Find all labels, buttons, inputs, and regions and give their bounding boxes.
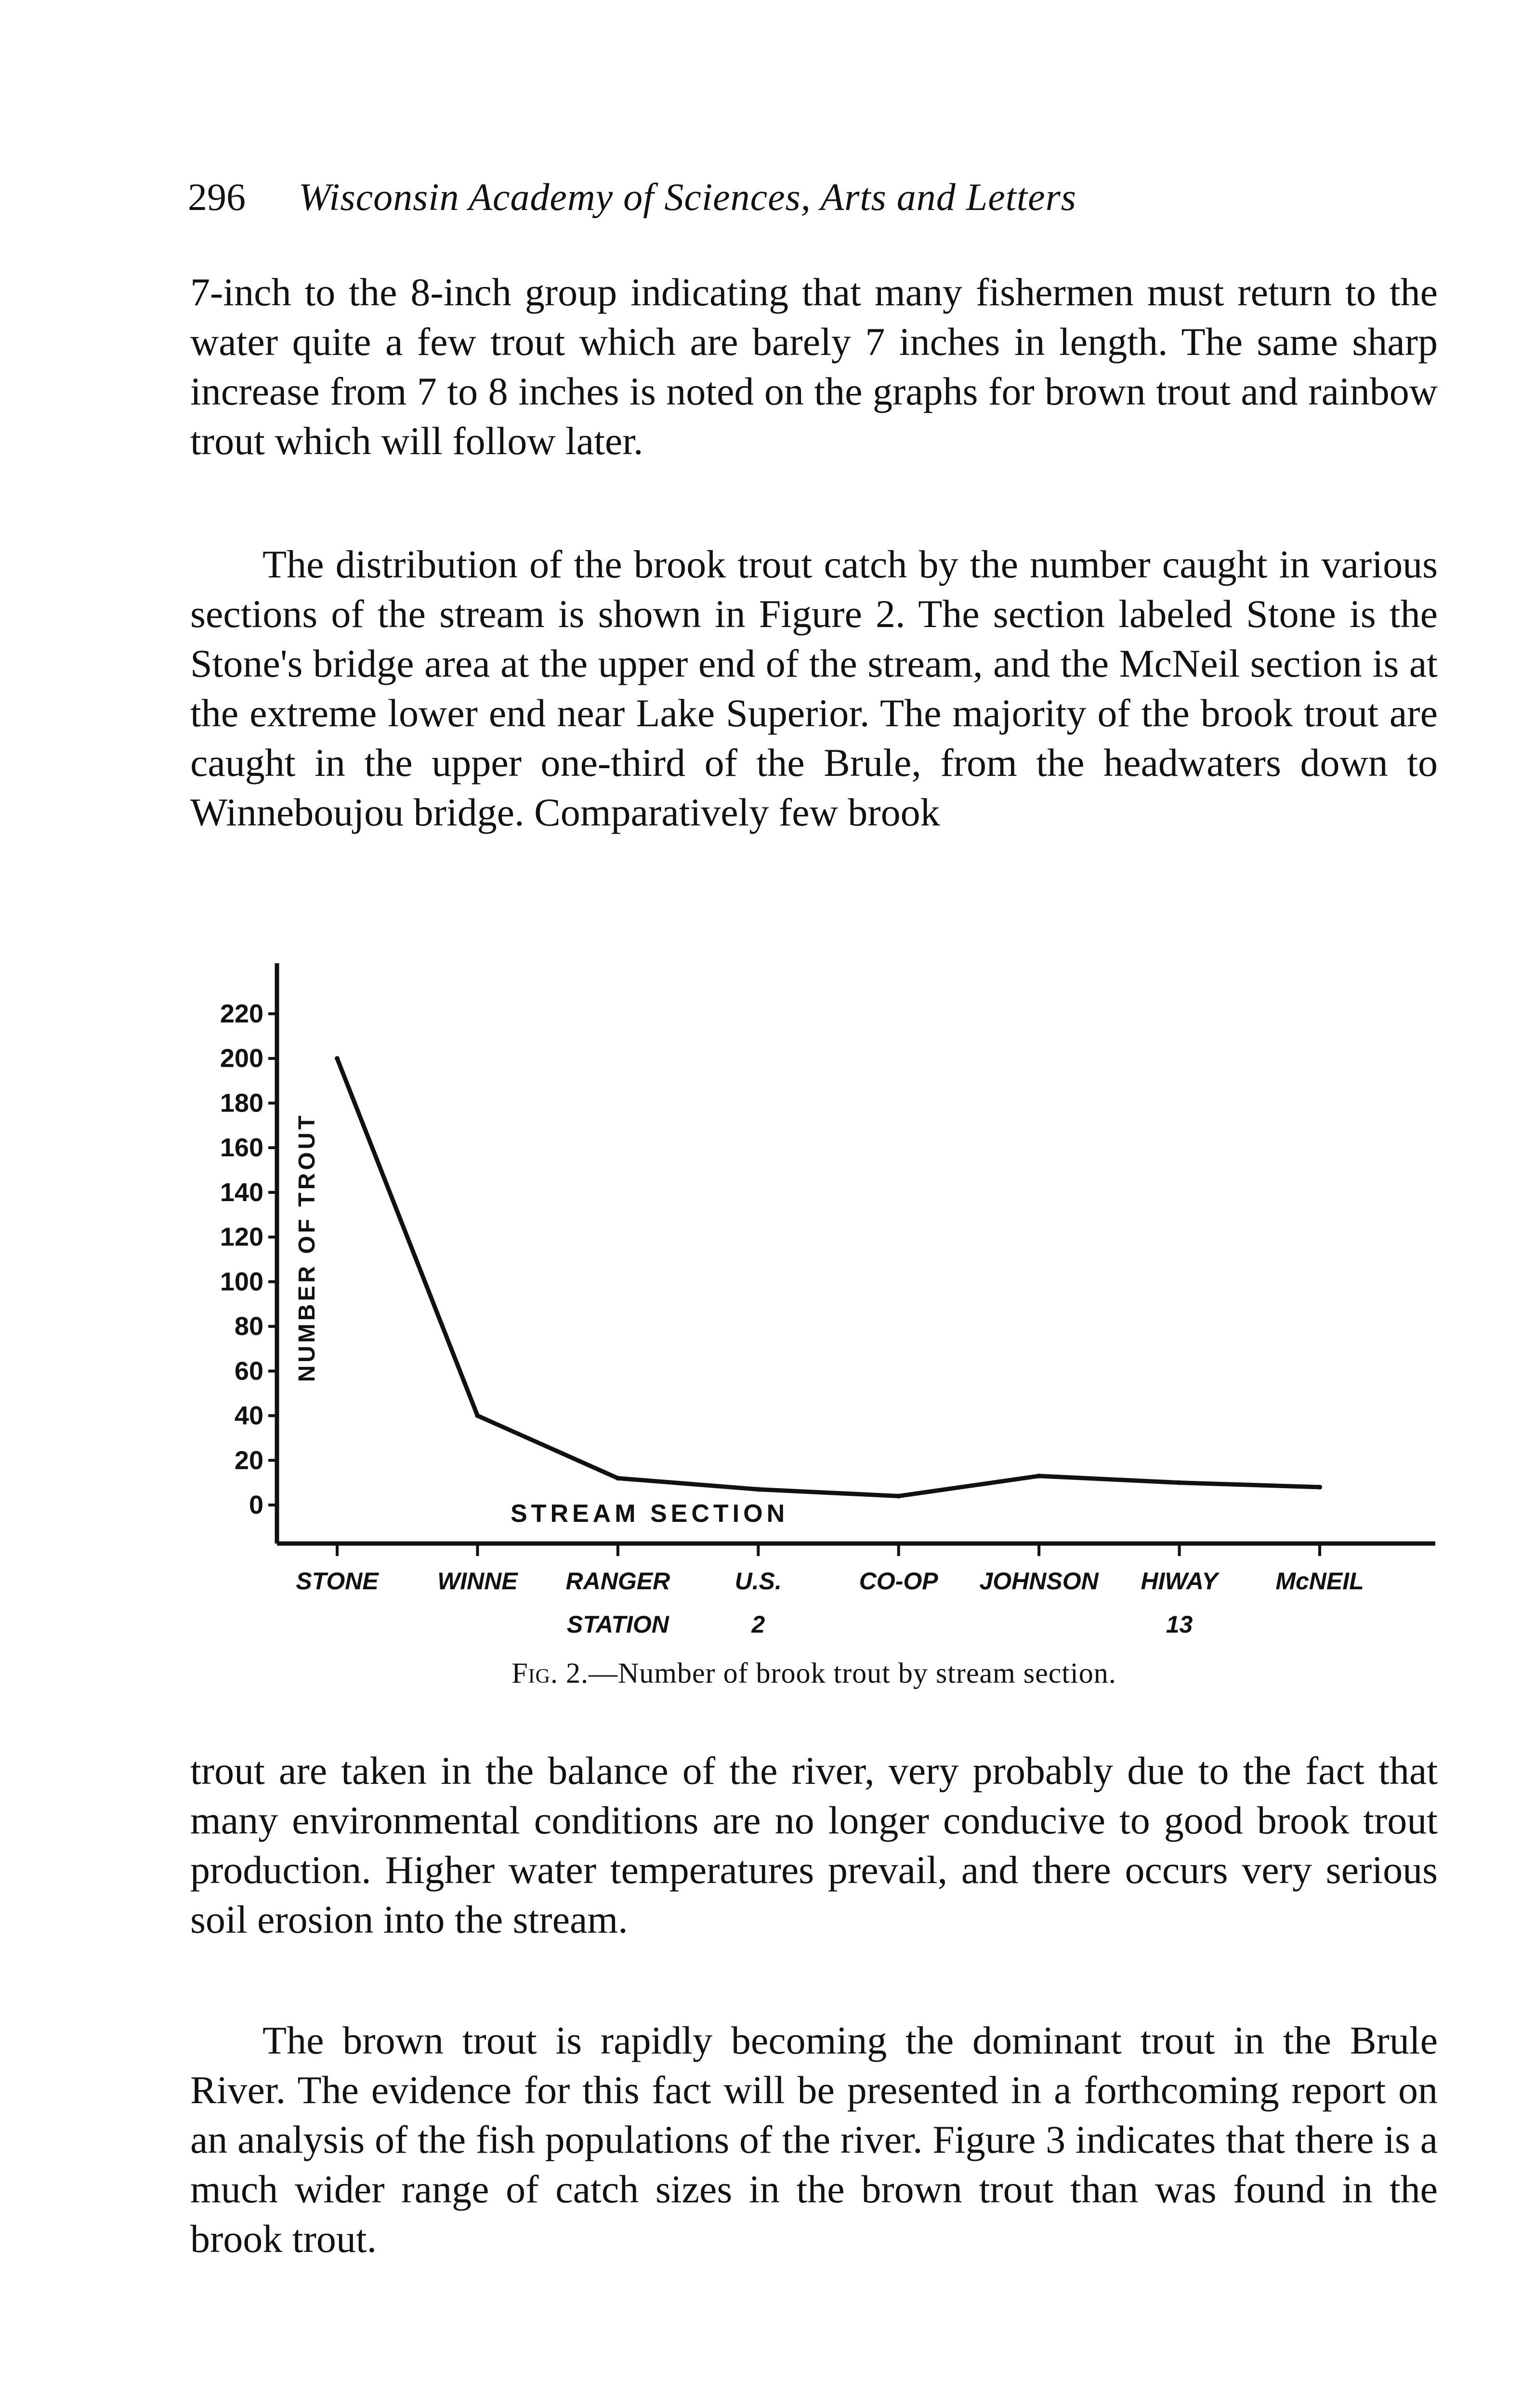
paragraph-1: 7-inch to the 8-inch group indicating that many fishermen must return to the water quite a few trout which are barely 7 inches in length. The same sharp increase from 7 to 8 inches is noted on the graphs for brown trout and rainbow trout which will follow later.	[190, 270, 1438, 463]
y-tick-label: 200	[220, 1044, 263, 1073]
caption-label: Fig. 2.	[512, 1657, 589, 1689]
data-point	[756, 1487, 761, 1492]
y-tick-label: 160	[220, 1133, 263, 1163]
y-axis-label: NUMBER OF TROUT	[294, 1112, 320, 1382]
data-point	[896, 1493, 901, 1498]
series-line-brook-trout	[337, 1059, 1320, 1496]
y-tick-label: 220	[220, 999, 263, 1028]
x-tick-label: CO-OP	[859, 1568, 938, 1595]
journal-title: Wisconsin Academy of Sciences, Arts and Letters	[299, 176, 1076, 219]
x-tick-label: U.S.	[735, 1568, 782, 1595]
data-point	[1177, 1480, 1182, 1485]
data-point	[1036, 1474, 1041, 1479]
y-tick-label: 180	[220, 1088, 263, 1118]
y-tick-label: 40	[234, 1401, 263, 1430]
paragraph-3: trout are taken in the balance of the river, very probably due to the fact that many environmental conditions are no longer conducive to good brook trout production. Higher water temperatures prevail, and there occurs very serious soil erosion into the stream.	[190, 1749, 1438, 1941]
x-tick-label: RANGER	[565, 1568, 670, 1595]
data-point	[335, 1056, 340, 1061]
x-tick-label: HIWAY	[1141, 1568, 1218, 1595]
y-tick-label: 100	[220, 1267, 263, 1296]
data-point	[1317, 1485, 1322, 1490]
y-tick-label: 60	[234, 1356, 263, 1386]
y-tick-label: 0	[249, 1491, 263, 1519]
data-point	[616, 1476, 620, 1480]
paragraph-4: The brown trout is rapidly becoming the dominant trout in the Brule River. The evidence for this fact will be presented in a forthcoming report on an analysis of the fish populations of the river. Figure 3 indicates that there is a much wider range of catch sizes in the brown trout than was found in the brook trout.	[190, 2018, 1438, 2261]
x-tick-label-line2: STATION	[566, 1611, 669, 1638]
paragraph-2: The distribution of the brook trout catch by the number caught in various sections of the stream is shown in Figure 2. The section labeled Stone is the Stone's bridge area at the upper end of the stream, and the McNeil section is at the extreme lower end near Lake Superior. The majority of the brook trout are caught in the upper one-third of the Brule, from the headwaters down to Winneboujou bridge. Comparatively few brook	[190, 542, 1438, 834]
running-head	[188, 173, 1344, 222]
x-tick-label: STONE	[296, 1568, 379, 1595]
figure-caption	[173, 1657, 1455, 1690]
y-tick-label: 120	[220, 1222, 263, 1252]
brook-trout-line-chart	[173, 944, 1455, 1638]
y-tick-label: 80	[234, 1312, 263, 1341]
x-tick-label: McNEIL	[1275, 1568, 1364, 1595]
y-tick-label: 140	[220, 1178, 263, 1207]
x-tick-label-line2: 13	[1166, 1611, 1193, 1638]
x-tick-label: WINNE	[437, 1568, 518, 1595]
y-tick-label: 20	[234, 1446, 263, 1475]
caption-text: —Number of brook trout by stream section.	[588, 1657, 1116, 1689]
data-point	[475, 1413, 480, 1418]
figure-2	[173, 944, 1455, 1689]
x-axis-label: STREAM SECTION	[511, 1500, 789, 1528]
x-tick-label: JOHNSON	[979, 1568, 1099, 1595]
page-number: 296	[188, 176, 246, 219]
x-tick-label-line2: 2	[751, 1611, 765, 1638]
